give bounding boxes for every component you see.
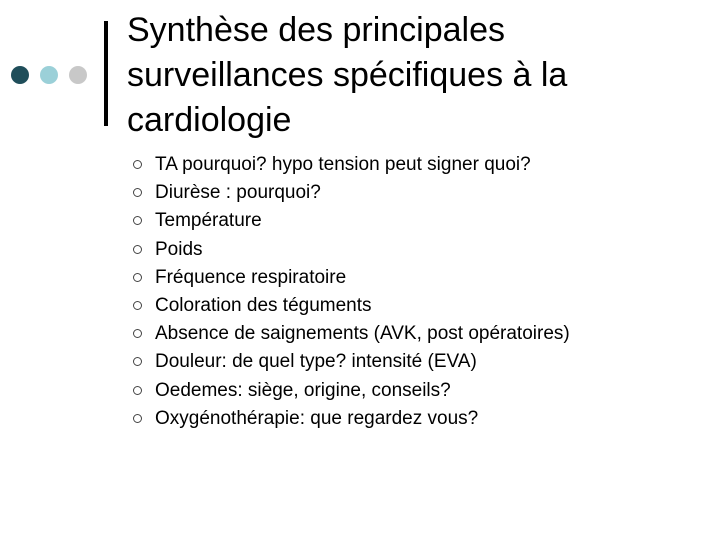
slide-title (127, 8, 707, 143)
bullet-text: Coloration des téguments (155, 294, 372, 316)
bullet-item (133, 264, 713, 292)
bullet-text: Oedemes: siège, origine, conseils? (155, 379, 451, 401)
bullet-item (133, 348, 713, 376)
bullet-text: TA pourquoi? hypo tension peut signer quoi? (155, 154, 531, 175)
bullet-text: Fréquence respiratoire (155, 266, 347, 288)
gray-dot (69, 66, 87, 84)
bullet-text: Absence de saignements (AVK, post opératoires) (155, 323, 570, 345)
bullet-text: Poids (155, 238, 203, 260)
bullet-item (133, 377, 713, 405)
bullet-text: Diurèse : pourquoi? (155, 182, 321, 204)
circle-bullet-icon (133, 329, 142, 338)
title-line-1: Synthèse des principales (127, 11, 506, 49)
light-teal-dot (40, 66, 58, 84)
title-line-3: cardiologie (127, 101, 292, 139)
bullet-item (133, 236, 713, 264)
circle-bullet-icon (133, 160, 142, 169)
bullet-text: Douleur: de quel type? intensité (EVA) (155, 351, 477, 373)
vertical-divider (104, 21, 108, 126)
dark-teal-dot (11, 66, 29, 84)
bullet-item (133, 151, 713, 179)
circle-bullet-icon (133, 188, 142, 197)
circle-bullet-icon (133, 245, 142, 254)
bullet-list (133, 151, 713, 433)
circle-bullet-icon (133, 414, 142, 423)
decorative-dots (11, 66, 101, 84)
circle-bullet-icon (133, 386, 142, 395)
circle-bullet-icon (133, 357, 142, 366)
bullet-item (133, 320, 713, 348)
bullet-item (133, 179, 713, 207)
bullet-item (133, 405, 713, 433)
title-line-2: surveillances spécifiques à la (127, 56, 568, 94)
bullet-item (133, 292, 713, 320)
circle-bullet-icon (133, 301, 142, 310)
circle-bullet-icon (133, 273, 142, 282)
bullet-text: Oxygénothérapie: que regardez vous? (155, 407, 479, 429)
bullet-text: Température (155, 210, 262, 232)
circle-bullet-icon (133, 216, 142, 225)
bullet-item (133, 207, 713, 235)
